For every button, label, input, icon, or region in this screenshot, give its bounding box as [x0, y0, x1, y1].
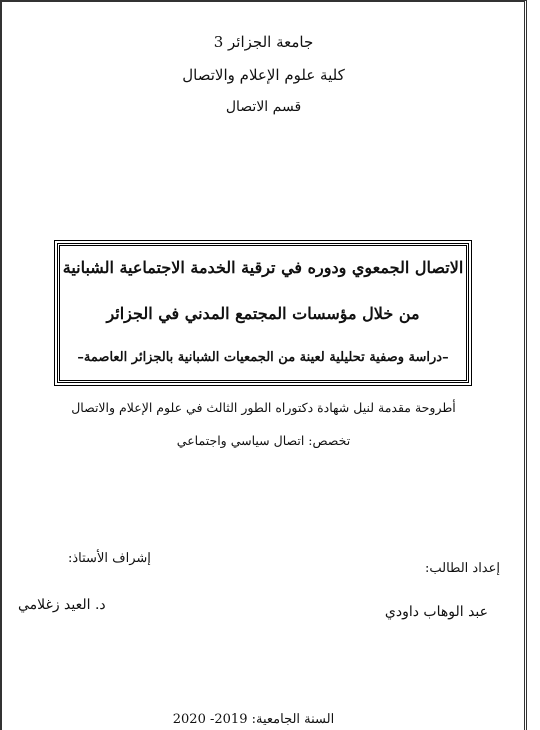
- thesis-title-box: [57, 243, 469, 383]
- supervisor-name: د. العيد زغلامي: [18, 597, 106, 613]
- department-name: قسم الاتصال: [225, 99, 302, 115]
- thesis-subtitle: –دراسة وصفية تحليلية لعينة من الجمعيات الشبانية بالجزائر العاصمة–: [77, 350, 449, 365]
- thesis-title-line-2: من خلال مؤسسات المجتمع المدني في الجزائر: [106, 304, 420, 323]
- specialization: تخصص: اتصال سياسي واجتماعي: [176, 433, 351, 448]
- university-name: جامعة الجزائر 3: [213, 33, 314, 51]
- student-name: عبد الوهاب داودي: [384, 604, 488, 620]
- academic-year: السنة الجامعية: 2019- 2020: [172, 712, 335, 727]
- thesis-description: أطروحة مقدمة لنيل شهادة دكتوراه الطور الثالث في علوم الإعلام والاتصال: [71, 400, 456, 415]
- faculty-name: كلية علوم الإعلام والاتصال: [182, 66, 345, 84]
- thesis-title-line-1: الاتصال الجمعوي ودوره في ترقية الخدمة الاجتماعية الشبانية: [62, 258, 464, 277]
- student-label: إعداد الطالب:: [424, 561, 500, 576]
- supervisor-label: إشراف الأستاذ:: [68, 551, 151, 566]
